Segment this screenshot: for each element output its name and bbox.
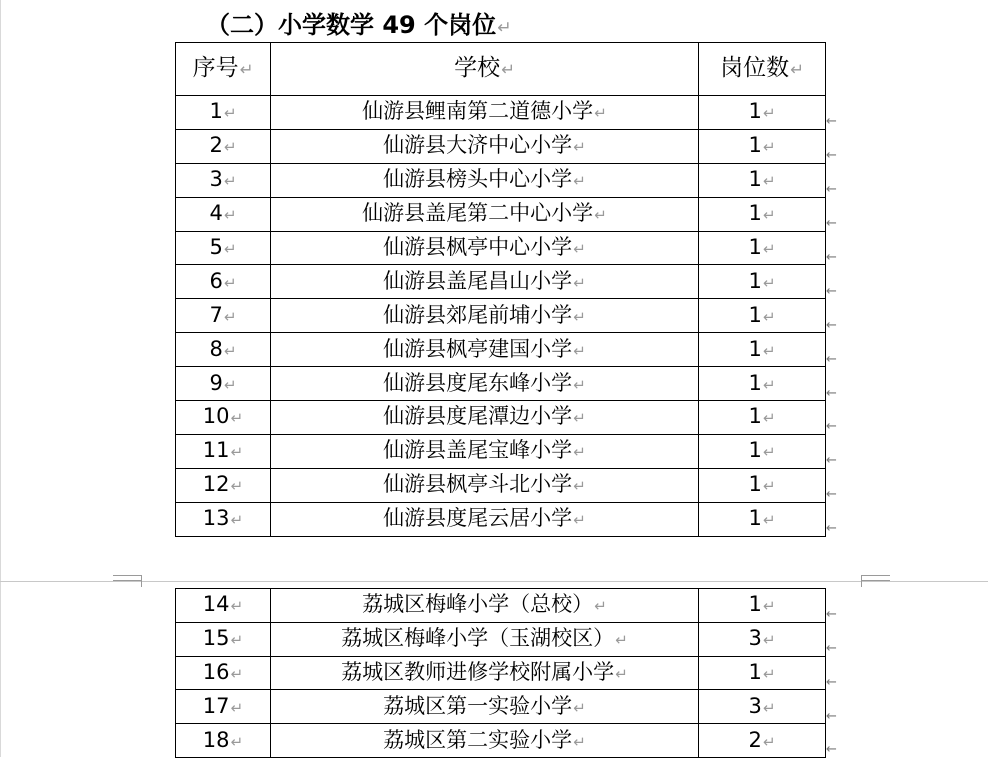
paragraph-mark-icon: ↵ <box>762 375 776 394</box>
cell-school-text: 荔城区第一实验小学 <box>383 693 573 718</box>
cell-index-text: 17 <box>202 693 230 718</box>
paragraph-mark-icon: ↵ <box>223 206 237 225</box>
cell-index-text: 11 <box>202 438 230 463</box>
cell-positions-text: 1 <box>748 592 762 617</box>
paragraph-mark-icon: ↵ <box>762 138 776 157</box>
row-end-marks <box>826 0 838 757</box>
cell-positions-text: 1 <box>748 268 762 293</box>
cell-school[interactable] <box>271 589 699 623</box>
cell-index-text: 15 <box>202 626 230 651</box>
cell-positions[interactable] <box>699 656 826 690</box>
end-of-row-mark-icon: ← <box>826 521 837 536</box>
paragraph-mark-icon: ↵ <box>230 409 244 428</box>
cell-index-text: 18 <box>202 727 230 752</box>
header-positions-label: 岗位数 <box>720 55 790 81</box>
paragraph-mark-icon: ↵ <box>573 477 586 496</box>
cell-index[interactable] <box>176 197 271 231</box>
paragraph-mark-icon: ↵ <box>615 664 628 683</box>
table-row <box>176 197 826 231</box>
cell-positions-text: 1 <box>748 659 762 684</box>
end-of-row-mark-icon: ← <box>826 182 837 197</box>
cell-school-text: 仙游县度尾潭边小学 <box>383 404 573 429</box>
cell-index[interactable] <box>176 434 271 468</box>
cell-positions[interactable] <box>699 333 826 367</box>
cell-school-text: 仙游县枫亭斗北小学 <box>383 472 573 497</box>
cell-school[interactable] <box>271 265 699 299</box>
cell-positions-text: 1 <box>748 506 762 531</box>
cell-school-text: 仙游县度尾东峰小学 <box>383 370 573 395</box>
cell-school[interactable] <box>271 197 699 231</box>
end-of-row-mark-icon: ← <box>826 318 837 333</box>
cell-index-text: 3 <box>209 167 223 192</box>
cell-positions[interactable] <box>699 434 826 468</box>
cell-index[interactable] <box>176 333 271 367</box>
cell-positions-text: 1 <box>748 99 762 124</box>
cell-index[interactable] <box>176 468 271 502</box>
paragraph-mark-icon: ↵ <box>762 104 776 123</box>
header-cell-positions[interactable] <box>699 43 826 96</box>
paragraph-mark-icon: ↵ <box>230 597 244 616</box>
cell-positions-text: 1 <box>748 370 762 395</box>
paragraph-mark-icon: ↵ <box>573 409 586 428</box>
cell-index-text: 9 <box>209 370 223 395</box>
cell-positions[interactable] <box>699 589 826 623</box>
cell-index-text: 16 <box>202 659 230 684</box>
paragraph-mark-icon: ↵ <box>762 511 776 530</box>
cell-positions[interactable] <box>699 468 826 502</box>
paragraph-mark-icon: ↵ <box>615 631 628 650</box>
end-of-row-mark-icon: ← <box>826 148 837 163</box>
paragraph-mark-icon: ↵ <box>762 409 776 428</box>
cell-positions-text: 1 <box>748 404 762 429</box>
end-of-row-mark-icon: ← <box>826 250 837 265</box>
paragraph-mark-icon: ↵ <box>230 698 244 717</box>
cell-positions-text: 2 <box>748 727 762 752</box>
cell-index[interactable] <box>176 622 271 656</box>
cell-index-text: 7 <box>209 302 223 327</box>
table-row <box>176 231 826 265</box>
end-of-row-mark-icon: ← <box>826 419 837 434</box>
end-of-row-mark-icon: ← <box>826 742 837 757</box>
crop-mark-left-icon <box>113 575 142 587</box>
cell-index[interactable] <box>176 724 271 758</box>
cell-index-text: 10 <box>202 404 230 429</box>
paragraph-mark-icon: ↵ <box>230 477 244 496</box>
paragraph-mark-icon: ↵ <box>762 597 776 616</box>
cell-school[interactable] <box>271 367 699 401</box>
table-row <box>176 401 826 435</box>
paragraph-mark-icon: ↵ <box>762 307 776 326</box>
end-of-row-mark-icon: ← <box>826 675 837 690</box>
paragraph-mark-icon: ↵ <box>230 732 244 751</box>
cell-school[interactable] <box>271 622 699 656</box>
paragraph-mark-icon: ↵ <box>573 172 586 191</box>
paragraph-mark-icon: ↵ <box>762 443 776 462</box>
paragraph-mark-icon: ↵ <box>223 307 237 326</box>
table-row <box>176 333 826 367</box>
paragraph-mark-icon: ↵ <box>230 631 244 650</box>
paragraph-mark-icon: ↵ <box>223 138 237 157</box>
cell-index[interactable] <box>176 589 271 623</box>
table-row <box>176 468 826 502</box>
cell-school[interactable] <box>271 434 699 468</box>
cell-school-text: 仙游县枫亭建国小学 <box>383 336 573 361</box>
cell-index[interactable] <box>176 656 271 690</box>
paragraph-mark-icon: ↵ <box>230 443 244 462</box>
paragraph-mark-icon: ↵ <box>573 443 586 462</box>
paragraph-mark-icon: ↵ <box>573 511 586 530</box>
cell-school-text: 仙游县大济中心小学 <box>383 133 573 158</box>
cell-school-text: 仙游县郊尾前埔小学 <box>383 302 573 327</box>
cell-index-text: 4 <box>209 201 223 226</box>
end-of-row-mark-icon: ← <box>826 114 837 129</box>
cell-index-text: 2 <box>209 133 223 158</box>
cell-positions[interactable] <box>699 197 826 231</box>
paragraph-mark-icon: ↵ <box>573 698 586 717</box>
table-row <box>176 299 826 333</box>
paragraph-mark-icon: ↵ <box>223 375 237 394</box>
cell-index-text: 13 <box>202 506 230 531</box>
paragraph-mark-icon: ↵ <box>573 375 586 394</box>
paragraph-mark-icon: ↵ <box>573 732 586 751</box>
cell-school[interactable] <box>271 724 699 758</box>
cell-positions[interactable] <box>699 502 826 536</box>
table-row <box>176 724 826 758</box>
page-break-line <box>0 581 988 582</box>
cell-positions-text: 3 <box>748 693 762 718</box>
cell-positions[interactable] <box>699 401 826 435</box>
cell-positions-text: 1 <box>748 167 762 192</box>
paragraph-mark-icon: ↵ <box>501 60 515 79</box>
cell-school-text: 仙游县盖尾第二中心小学 <box>362 201 594 226</box>
cell-school-text: 仙游县榜头中心小学 <box>383 167 573 192</box>
table-row <box>176 656 826 690</box>
paragraph-mark-icon: ↵ <box>223 273 237 292</box>
section-heading <box>206 8 512 45</box>
cell-school[interactable] <box>271 502 699 536</box>
cell-school[interactable] <box>271 231 699 265</box>
paragraph-mark-icon: ↵ <box>762 240 776 258</box>
cell-index-text: 5 <box>209 235 223 259</box>
table-row <box>176 690 826 724</box>
table-row <box>176 589 826 623</box>
cell-positions-text: 1 <box>748 472 762 497</box>
cell-school-text: 仙游县盖尾昌山小学 <box>383 268 573 293</box>
cell-index[interactable] <box>176 690 271 724</box>
paragraph-mark-icon: ↵ <box>223 172 237 191</box>
cell-positions-text: 1 <box>748 302 762 327</box>
paragraph-mark-icon: ↵ <box>573 307 586 326</box>
table-row <box>176 367 826 401</box>
paragraph-mark-icon: ↵ <box>594 597 607 616</box>
cell-index-text: 8 <box>209 336 223 361</box>
cell-index[interactable] <box>176 96 271 130</box>
end-of-row-mark-icon: ← <box>826 641 837 656</box>
paragraph-mark-icon: ↵ <box>762 698 776 717</box>
paragraph-mark-icon: ↵ <box>223 240 237 258</box>
positions-table-page-2 <box>175 588 826 758</box>
paragraph-mark-icon: ↵ <box>230 664 244 683</box>
paragraph-mark-icon: ↵ <box>762 341 776 360</box>
cell-index[interactable] <box>176 265 271 299</box>
cell-positions-text: 1 <box>748 336 762 361</box>
paragraph-mark-icon: ↵ <box>790 60 804 79</box>
paragraph-mark-icon: ↵ <box>762 631 776 650</box>
cell-positions[interactable] <box>699 265 826 299</box>
cell-positions-text: 1 <box>748 133 762 158</box>
cell-positions[interactable] <box>699 690 826 724</box>
cell-positions[interactable] <box>699 299 826 333</box>
end-of-row-mark-icon: ← <box>826 607 837 622</box>
paragraph-mark-icon: ↵ <box>762 206 776 225</box>
cell-index-text: 6 <box>209 268 223 293</box>
cell-school-text: 荔城区教师进修学校附属小学 <box>341 659 615 684</box>
cell-index[interactable] <box>176 163 271 197</box>
header-cell-index[interactable] <box>176 43 271 96</box>
paragraph-mark-icon: ↵ <box>497 18 512 38</box>
cell-index[interactable] <box>176 401 271 435</box>
cell-school[interactable] <box>271 163 699 197</box>
cell-positions[interactable] <box>699 622 826 656</box>
crop-mark-right-icon <box>861 575 890 587</box>
paragraph-mark-icon: ↵ <box>573 341 586 360</box>
paragraph-mark-icon: ↵ <box>573 240 586 258</box>
end-of-row-mark-icon: ← <box>826 453 837 468</box>
cell-school[interactable] <box>271 333 699 367</box>
paragraph-mark-icon: ↵ <box>762 664 776 683</box>
paragraph-mark-icon: ↵ <box>239 60 254 79</box>
cell-positions[interactable] <box>699 367 826 401</box>
table-row <box>176 502 826 536</box>
cell-school-text: 仙游县鲤南第二道德小学 <box>362 99 594 124</box>
end-of-row-mark-icon: ← <box>826 352 837 367</box>
table-header-row <box>176 43 826 96</box>
end-of-row-mark-icon: ← <box>826 487 837 502</box>
table-row <box>176 96 826 130</box>
cell-positions-text: 3 <box>748 626 762 651</box>
paragraph-mark-icon: ↵ <box>594 206 607 225</box>
cell-school-text: 荔城区第二实验小学 <box>383 727 573 752</box>
cell-positions[interactable] <box>699 231 826 265</box>
table-row <box>176 434 826 468</box>
end-of-row-mark-icon: ← <box>826 284 837 299</box>
paragraph-mark-icon: ↵ <box>223 104 237 123</box>
cell-index-text: 14 <box>202 592 230 617</box>
cell-index-text: 1 <box>209 99 223 124</box>
cell-positions-text: 1 <box>748 235 762 259</box>
cell-school[interactable] <box>271 468 699 502</box>
cell-school-text: 仙游县盖尾宝峰小学 <box>383 438 573 463</box>
cell-school-text: 荔城区梅峰小学（玉湖校区） <box>341 626 615 651</box>
cell-school[interactable] <box>271 129 699 163</box>
cell-positions[interactable] <box>699 724 826 758</box>
cell-school[interactable] <box>271 96 699 130</box>
cell-positions-text: 1 <box>748 201 762 226</box>
cell-positions[interactable] <box>699 129 826 163</box>
table-row <box>176 163 826 197</box>
table-row <box>176 265 826 299</box>
paragraph-mark-icon: ↵ <box>762 172 776 191</box>
cell-school-text: 仙游县度尾云居小学 <box>383 506 573 531</box>
table-row <box>176 622 826 656</box>
cell-positions[interactable] <box>699 96 826 130</box>
paragraph-mark-icon: ↵ <box>230 511 244 530</box>
header-cell-school[interactable] <box>271 43 699 96</box>
cell-index[interactable] <box>176 231 271 265</box>
cell-school[interactable] <box>271 401 699 435</box>
paragraph-mark-icon: ↵ <box>223 341 237 360</box>
cell-index[interactable] <box>176 299 271 333</box>
paragraph-mark-icon: ↵ <box>573 273 586 292</box>
cell-school[interactable] <box>271 690 699 724</box>
end-of-row-mark-icon: ← <box>826 386 837 401</box>
cell-index[interactable] <box>176 502 271 536</box>
paragraph-mark-icon: ↵ <box>762 477 776 496</box>
cell-index[interactable] <box>176 367 271 401</box>
cell-positions[interactable] <box>699 163 826 197</box>
end-of-row-mark-icon: ← <box>826 709 837 724</box>
cell-index[interactable] <box>176 129 271 163</box>
section-heading-text: （二）小学数学 49 个岗位 <box>206 11 497 39</box>
paragraph-mark-icon: ↵ <box>762 273 776 292</box>
paragraph-mark-icon: ↵ <box>573 138 586 157</box>
paragraph-mark-icon: ↵ <box>594 104 607 123</box>
positions-table-page-1 <box>175 42 826 537</box>
cell-positions-text: 1 <box>748 438 762 463</box>
header-index-label: 序号 <box>192 55 239 81</box>
cell-school-text: 荔城区梅峰小学（总校） <box>362 592 594 617</box>
cell-school[interactable] <box>271 656 699 690</box>
header-school-label: 学校 <box>454 55 501 81</box>
cell-index-text: 12 <box>202 472 230 497</box>
cell-school[interactable] <box>271 299 699 333</box>
page-left-edge <box>0 0 1 757</box>
cell-school-text: 仙游县枫亭中心小学 <box>383 235 573 259</box>
paragraph-mark-icon: ↵ <box>762 732 776 751</box>
table-row <box>176 129 826 163</box>
end-of-row-mark-icon: ← <box>826 216 837 231</box>
